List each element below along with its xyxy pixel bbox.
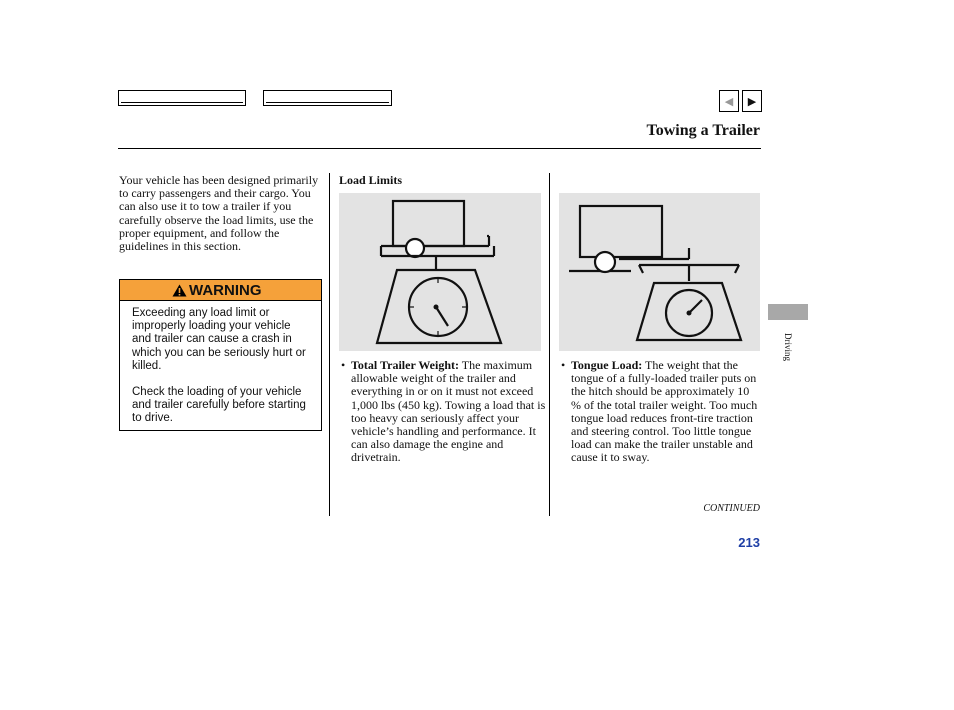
page-title: Towing a Trailer	[646, 122, 760, 139]
column-divider-2	[549, 173, 550, 516]
tongue-load-label: Tongue Load:	[571, 358, 643, 372]
section-tab[interactable]	[768, 304, 808, 320]
nav-button-contents[interactable]	[118, 90, 246, 106]
warning-label: WARNING	[189, 281, 262, 299]
prev-page-button[interactable]	[719, 90, 739, 112]
trailer-on-scale-illustration	[339, 193, 541, 351]
continued-label: CONTINUED	[703, 503, 760, 514]
section-label: Driving	[783, 333, 793, 361]
header-rule	[118, 148, 761, 149]
load-limits-heading: Load Limits	[339, 173, 403, 187]
tongue-load-text: The weight that the tongue of a fully-loaded trailer puts on the hitch should be approximately 10 % of the total trailer weight. Too much tongue load reduces front-tire traction and steering control. Too little tongue load can make the trailer unstable and cause it to sway.	[571, 358, 758, 465]
page-number: 213	[738, 535, 760, 550]
tongue-on-scale-illustration	[559, 193, 760, 351]
warning-text	[120, 301, 321, 426]
warning-triangle-icon	[172, 284, 187, 297]
total-trailer-weight-label: Total Trailer Weight:	[351, 358, 460, 372]
column-divider-1	[329, 173, 330, 516]
next-page-button[interactable]	[742, 90, 762, 112]
nav-button-index[interactable]	[263, 90, 392, 106]
tongue-load-figure	[559, 193, 760, 351]
total-trailer-weight-text: The maximum allowable weight of the trailer and everything in or on it must not exceed 1,000 lbs (450 kg). Towing a load that is too heavy can seriously affect your vehicle’s handling and performance. It can also damage the engine and drivetrain.	[351, 358, 546, 465]
warning-header	[120, 280, 321, 301]
warning-paragraph-1: Exceeding any load limit or improperly loading your vehicle and trailer can cause a crash in which you can be seriously hurt or killed.	[132, 307, 306, 372]
warning-box	[119, 279, 322, 431]
triangle-right-icon: ▶	[747, 94, 757, 108]
total-trailer-weight-figure	[339, 193, 541, 351]
total-trailer-weight-item: • Total Trailer Weight: The maximum allowable weight of the trailer and everything in or on it must not exceed 1,000 lbs (450 kg). Towing a load that is too heavy can seriously affect your vehicle’s handling and performance. It can also damage the engine and drivetrain.	[341, 358, 546, 465]
intro-paragraph: Your vehicle has been designed primarily to carry passengers and their cargo. You can also use it to tow a trailer if you carefully observe the load limits, use the proper equipment, and follow the guidelines in this section.	[119, 173, 319, 254]
warning-paragraph-2: Check the loading of your vehicle and trailer carefully before starting to drive.	[132, 386, 306, 425]
triangle-left-icon: ◀	[724, 94, 734, 108]
tongue-load-item: • Tongue Load: The weight that the tongue of a fully-loaded trailer puts on the hitch should be approximately 10 % of the total trailer weight. Too much tongue load reduces front-tire traction and steering control. Too little tongue load can make the trailer unstable and cause it to sway.	[561, 358, 758, 465]
